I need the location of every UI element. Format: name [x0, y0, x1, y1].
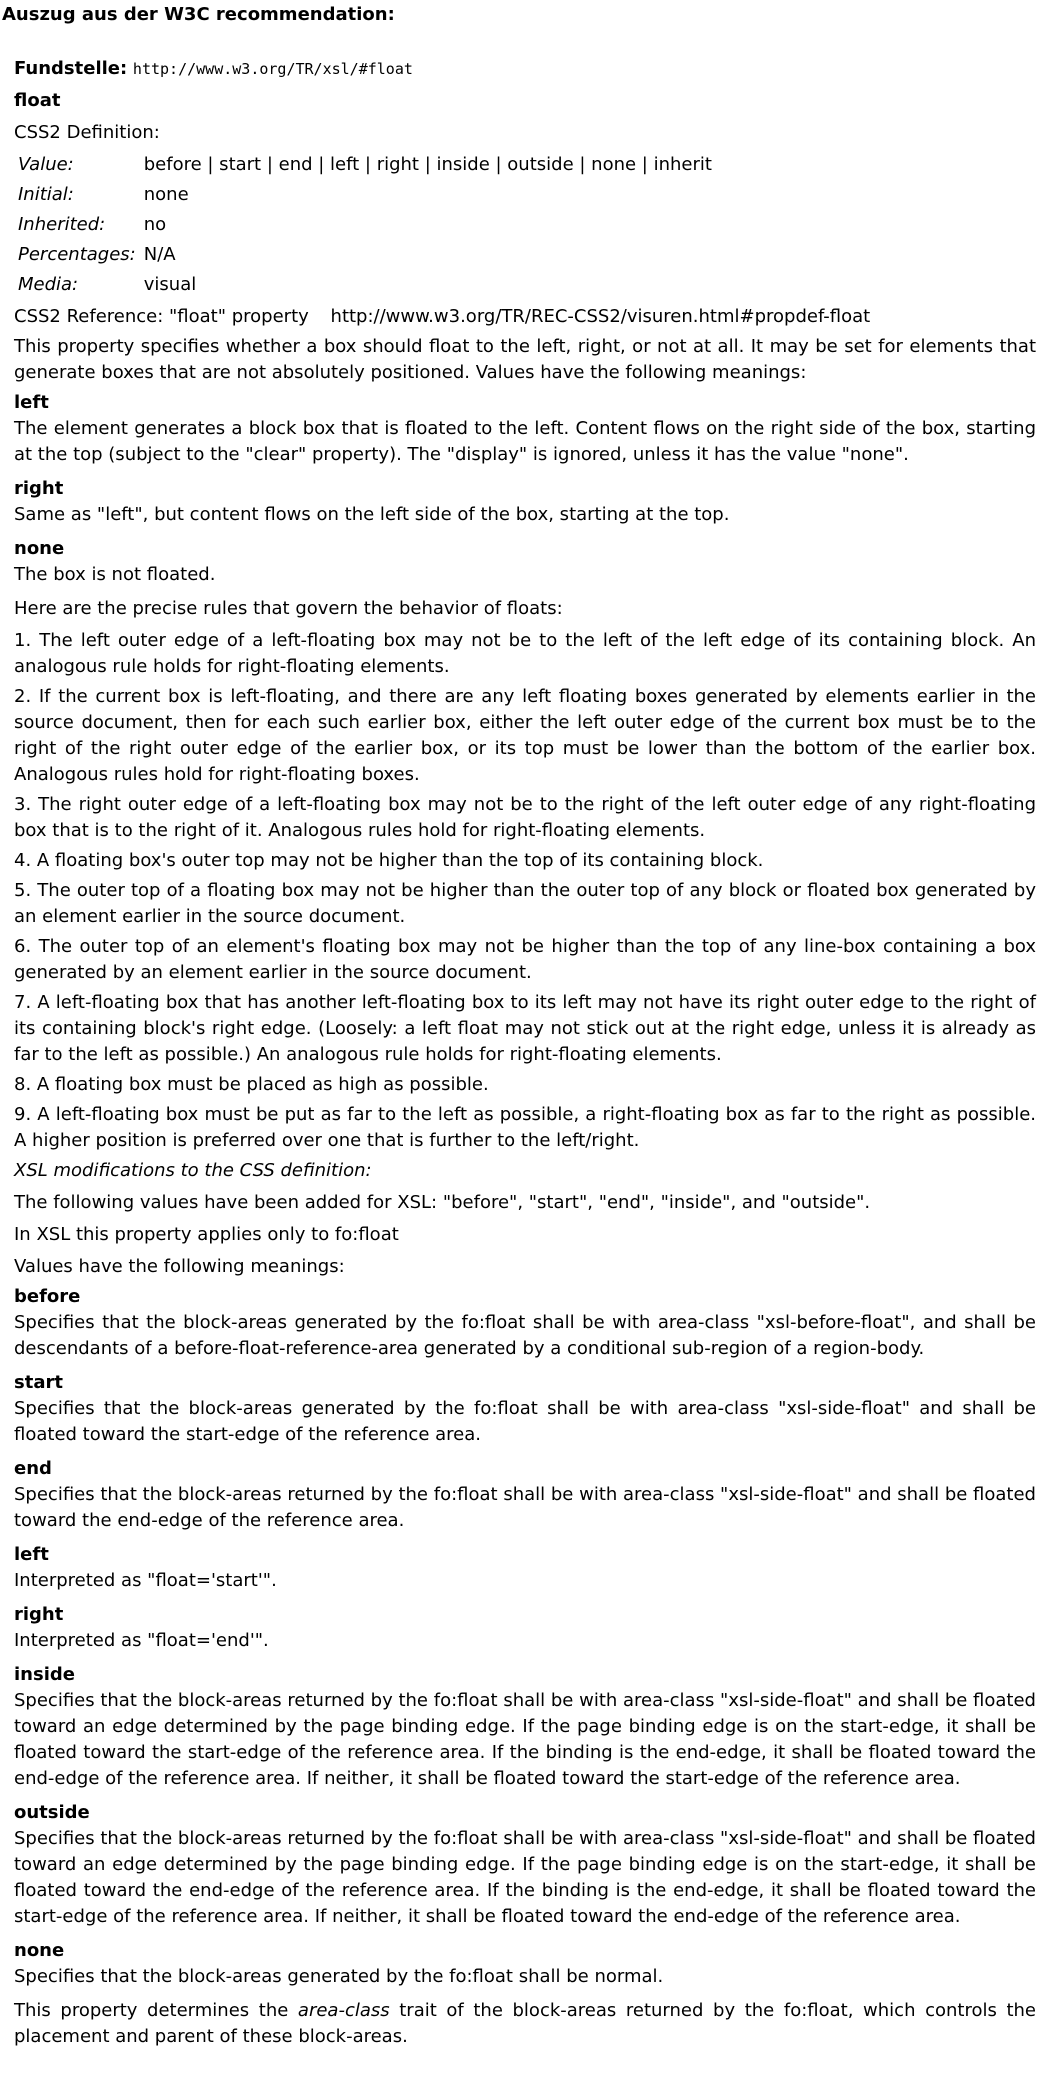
definition-row: [16, 210, 718, 240]
rule-item: 1. The left outer edge of a left-floating box may not be to the left of the left edge of its containing block. An analogous rule holds for right-floating elements.: [14, 630, 1036, 677]
xsl-value-description: Specifies that the block-areas generated by the fo:float shall be normal.: [14, 1966, 664, 1987]
definition-key: Initial:: [18, 184, 74, 205]
property-name: float: [14, 90, 61, 111]
xsl-value-description: Specifies that the block-areas returned by the fo:float shall be with area-class "xsl-side-float" and shall be floated toward an edge determined by the page binding edge. If the page binding edge is on the start-edge, it shall be floated toward the start-edge of the reference area. If the binding is the end-edge, it shall be floated toward the end-edge of the reference area. If neither, it shall be floated toward the start-edge of the reference area.: [14, 1690, 1036, 1789]
definition-table: [16, 150, 718, 300]
css-value-description: Same as "left", but content flows on the left side of the box, starting at the top.: [14, 504, 730, 525]
xsl-added-values: The following values have been added for XSL: "before", "start", "end", "inside", and "outside".: [14, 1192, 871, 1213]
xsl-values-list: [14, 1284, 1036, 1990]
definition-value: N/A: [143, 244, 176, 265]
definition-key: Media:: [18, 274, 79, 295]
xsl-value-description: Specifies that the block-areas generated by the fo:float shall be with area-class "xsl-side-float" and shall be floated toward the start-edge of the reference area.: [14, 1398, 1036, 1445]
xsl-value-term: right: [14, 1604, 64, 1625]
definition-value: no: [143, 214, 167, 235]
intro-paragraph: This property specifies whether a box should float to the left, right, or not at all. It may be set for elements that generate boxes that are not absolutely positioned. Values have the following meanings:: [14, 336, 1036, 383]
definition-key: Percentages:: [18, 244, 136, 265]
definition-value: before | start | end | left | right | inside | outside | none | inherit: [143, 154, 712, 175]
css-values-list: [14, 390, 1036, 588]
xsl-value-term: inside: [14, 1664, 75, 1685]
rule-item: 3. The right outer edge of a left-floating box may not be to the right of the left outer edge of any right-floating box that is to the right of it. Analogous rules hold for right-floating elements.: [14, 794, 1036, 841]
xsl-modifications-heading: XSL modifications to the CSS definition:: [14, 1160, 372, 1181]
xsl-value-description: Interpreted as "float='start'".: [14, 1570, 277, 1591]
xsl-value-description: Specifies that the block-areas returned by the fo:float shall be with area-class "xsl-side-float" and shall be floated toward an edge determined by the page binding edge. If the page binding edge is on the start-edge, it shall be floated toward the end-edge of the reference area. If the binding is the end-edge, it shall be floated toward the start-edge of the reference area. If neither, it shall be floated toward the end-edge of the reference area.: [14, 1828, 1036, 1927]
xsl-value-description: Specifies that the block-areas generated by the fo:float shall be with area-class "xsl-before-float", and shall be descendants of a before-float-reference-area generated by a conditional sub-region of a region-body.: [14, 1312, 1036, 1359]
rule-item: 8. A floating box must be placed as high as possible.: [14, 1074, 489, 1095]
rule-item: 2. If the current box is left-floating, and there are any left floating boxes generated by elements earlier in the source document, then for each such earlier box, either the left outer edge of the current box must be to the right of the right outer edge of the earlier box, or its top must be lower than the bottom of the earlier box. Analogous rules hold for right-floating boxes.: [14, 686, 1036, 785]
xsl-value-term: outside: [14, 1802, 90, 1823]
closing-text-italic: area-class: [297, 2000, 390, 2021]
rule-item: 4. A floating box's outer top may not be higher than the top of its containing block.: [14, 850, 764, 871]
css2-reference-label: CSS2 Reference: "float" property: [14, 306, 309, 327]
css-value-description: The element generates a block box that is floated to the left. Content flows on the right side of the box, starting at the top (subject to the "clear" property). The "display" is ignored, unless it has the value "none".: [14, 418, 1036, 465]
source-label: Fundstelle:: [14, 58, 128, 79]
rules-intro: Here are the precise rules that govern the behavior of floats:: [14, 598, 563, 619]
rule-item: 5. The outer top of a floating box may not be higher than the outer top of any block or floated box generated by an element earlier in the source document.: [14, 880, 1036, 927]
closing-text-before: This property determines the: [14, 2000, 298, 2021]
css2-reference-url: http://www.w3.org/TR/REC-CSS2/visuren.html#propdef-float: [330, 306, 871, 327]
xsl-value-term: end: [14, 1458, 52, 1479]
definition-row: [16, 240, 718, 270]
xsl-values-intro: Values have the following meanings:: [14, 1256, 345, 1277]
page-heading: Auszug aus der W3C recommendation:: [2, 4, 395, 25]
definition-value: none: [143, 184, 189, 205]
css2-definition-label: CSS2 Definition:: [14, 122, 160, 143]
source-reference: [14, 56, 1036, 82]
definition-key: Value:: [18, 154, 74, 175]
xsl-value-term: none: [14, 1940, 65, 1961]
rule-item: 9. A left-floating box must be put as far to the left as possible, a right-floating box as far to the right as possible. A higher position is preferred over one that is further to the left/right.: [14, 1104, 1036, 1151]
xsl-applies-to: In XSL this property applies only to fo:float: [14, 1224, 399, 1245]
css-value-term: right: [14, 478, 64, 499]
xsl-value-description: Interpreted as "float='end'".: [14, 1630, 269, 1651]
rules-list: [14, 628, 1036, 1154]
css-value-description: The box is not floated.: [14, 564, 216, 585]
css-value-term: none: [14, 538, 65, 559]
css2-reference: [14, 304, 1036, 330]
closing-text-after: trait of the block-areas returned by the fo:float, which controls the placement and parent of these block-areas.: [14, 2000, 1037, 2047]
content-body: [14, 56, 1036, 2050]
xsl-value-description: Specifies that the block-areas returned by the fo:float shall be with area-class "xsl-side-float" and shall be floated toward the end-edge of the reference area.: [14, 1484, 1036, 1531]
rule-item: 6. The outer top of an element's floating box may not be higher than the top of any line-box containing a box generated by an element earlier in the source document.: [14, 936, 1036, 983]
css-value-term: left: [14, 392, 49, 413]
xsl-value-term: left: [14, 1544, 49, 1565]
xsl-value-term: before: [14, 1286, 81, 1307]
definition-row: [16, 180, 718, 210]
definition-key: Inherited:: [18, 214, 106, 235]
source-url: http://www.w3.org/TR/xsl/#float: [132, 60, 413, 78]
definition-value: visual: [143, 274, 197, 295]
closing-paragraph: [14, 1998, 1036, 2050]
definition-row: [16, 150, 718, 180]
definition-row: [16, 270, 718, 300]
rule-item: 7. A left-floating box that has another left-floating box to its left may not have its right outer edge to the right of its containing block's right edge. (Loosely: a left float may not stick out at the right edge, unless it is already as far to the left as possible.) An analogous rule holds for right-floating elements.: [14, 992, 1036, 1065]
xsl-value-term: start: [14, 1372, 63, 1393]
